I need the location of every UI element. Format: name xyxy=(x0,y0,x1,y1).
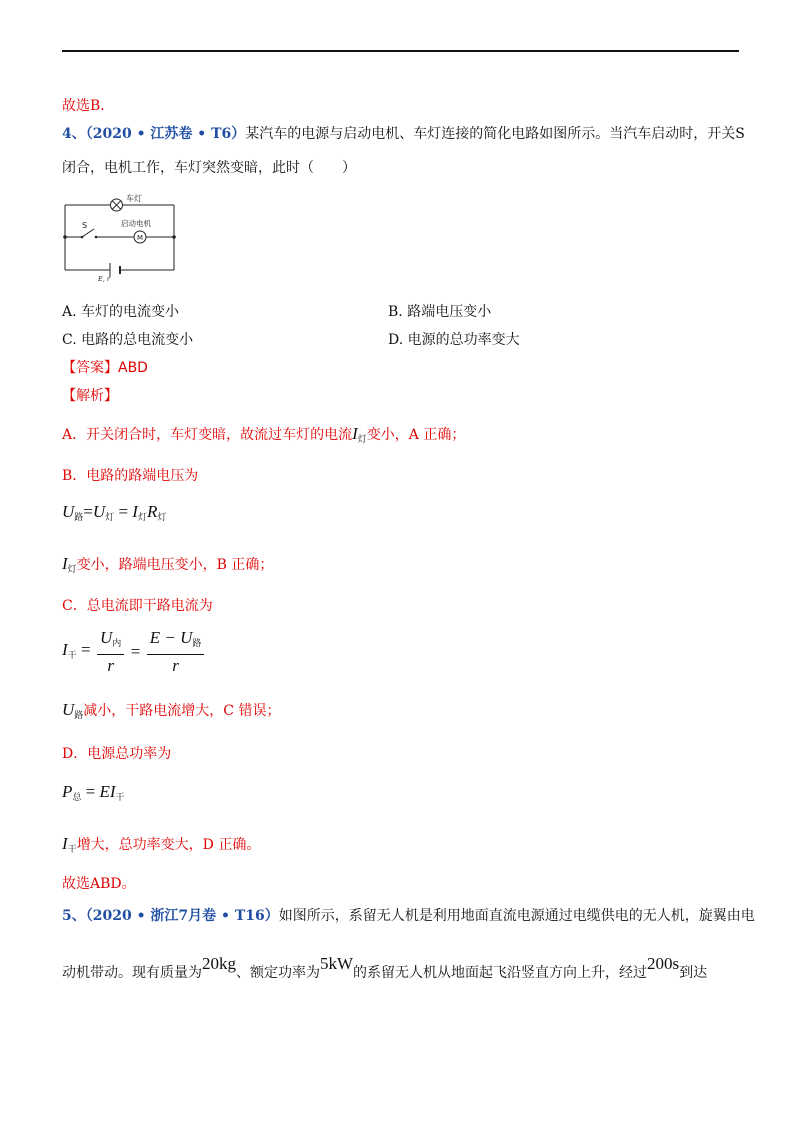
analysis-c-heading: C．总电流即干路电流为 xyxy=(62,598,213,614)
motor-symbol-letter: M xyxy=(136,234,144,242)
analysis-c-conclusion: $U_路$减小，干路电流增大，C 错误； xyxy=(62,700,281,720)
q4-option-b: B. 路端电压变小 xyxy=(388,304,492,320)
q4-source: （2020 • 江苏卷 • T6） xyxy=(85,126,246,142)
q4-stem-line1 xyxy=(62,124,745,144)
q4-stem-line2: 闭合，电机工作，车灯突然变暗，此时（ ） xyxy=(62,160,356,176)
analysis-a-text2: 变小，A 正确； xyxy=(366,427,466,443)
source-label: E, r xyxy=(98,275,110,282)
q5-power: 5kW xyxy=(320,954,354,973)
equation-total-current: $I_干$ = $\frac{U_内}{r}$ = $\frac{E - U_路}{r}$ xyxy=(62,628,206,676)
analysis-b-conclusion: $I_灯$变小，路端电压变小，B 正确； xyxy=(62,554,274,574)
q4-option-d: D. 电源的总功率变大 xyxy=(388,332,520,348)
analysis-tag: 【解析】 xyxy=(62,388,118,404)
q5-text1: 如图所示，系留无人机是利用地面直流电源通过电缆供电的无人机，旋翼由电 xyxy=(278,908,755,924)
switch-symbol xyxy=(82,229,94,237)
equation-total-power: $P_总 = EI_干$ xyxy=(62,782,125,802)
circuit-diagram xyxy=(60,192,186,282)
equation-road-voltage: $U_路=U_灯 = I_灯R_灯$ xyxy=(62,502,167,522)
q5-source: （2020 • 浙江7月卷 • T16） xyxy=(85,908,279,924)
motor-label: 启动电机 xyxy=(121,219,151,228)
final-answer: 故选ABD。 xyxy=(62,876,136,892)
q5-mass: 20kg xyxy=(202,954,236,973)
analysis-d-conclusion: $I_干$增大，总功率变大，D 正确。 xyxy=(62,834,261,854)
lamp-label: 车灯 xyxy=(126,194,142,203)
analysis-a-text1: A．开关闭合时，车灯变暗，故流过车灯的电流 xyxy=(62,427,353,443)
switch-label: S xyxy=(82,221,88,230)
q4-number: 4、 xyxy=(62,126,86,142)
q4-option-a: A. 车灯的电流变小 xyxy=(62,304,180,320)
q5-number: 5、 xyxy=(62,908,86,924)
q5-line2: 动机带动。现有质量为20kg、额定功率为5kW的系留无人机从地面起飞沿竖直方向上升，经过200s到达 xyxy=(62,954,708,981)
i-lamp-symbol: $I_灯$ xyxy=(352,424,367,444)
answer-value: ABD xyxy=(118,360,148,376)
previous-conclusion: 故选B． xyxy=(62,98,115,114)
q5-time: 200s xyxy=(647,954,680,973)
q4-option-c: C. 电路的总电流变小 xyxy=(62,332,194,348)
answer-tag: 【答案】 xyxy=(62,360,118,376)
analysis-b-heading: B．电路的路端电压为 xyxy=(62,468,199,484)
analysis-a xyxy=(62,424,465,449)
q5-line1 xyxy=(62,906,755,926)
q4-stem-text1: 某汽车的电源与启动电机、车灯连接的简化电路如图所示。当汽车启动时，开关S xyxy=(245,126,745,142)
analysis-d-heading: D．电源总功率为 xyxy=(62,746,172,762)
header-rule xyxy=(62,50,739,52)
answer-line xyxy=(62,358,148,378)
